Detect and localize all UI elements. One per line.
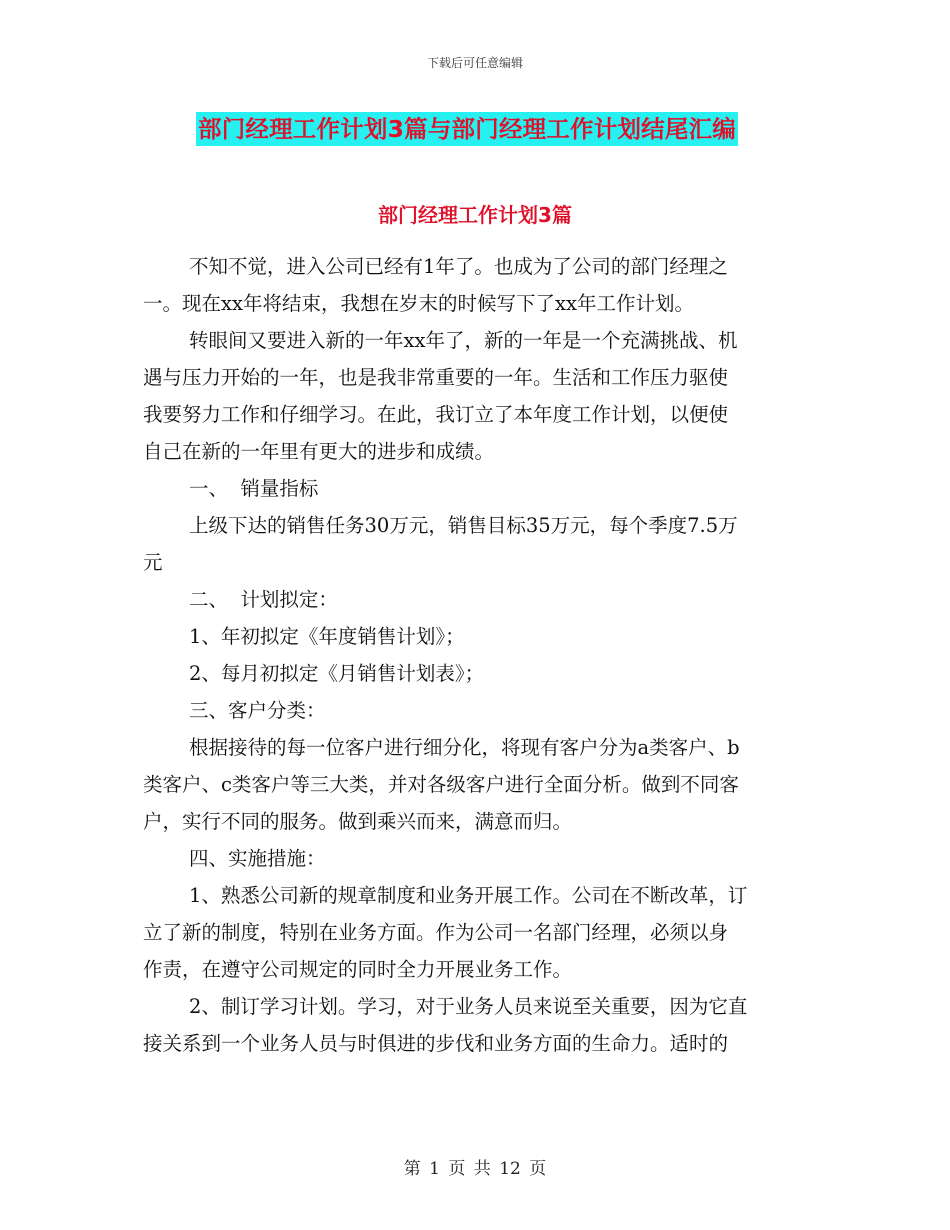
heading-customer-category: 三、客户分类： [189, 699, 326, 722]
heading-plan: 二、 计划拟定： [189, 588, 338, 611]
text-line: 1、熟悉公司新的规章制度和业务开展工作。公司在不断改革，订 [189, 884, 748, 907]
main-title: 部门经理工作计划3篇与部门经理工作计划结尾汇编 [196, 112, 738, 146]
text-line: 自己在新的一年里有更大的进步和成绩。 [143, 440, 495, 463]
text-line: 2、制订学习计划。学习，对于业务人员来说至关重要，因为它直 [189, 995, 748, 1018]
list-item: 2、每月初拟定《月销售计划表》； [189, 662, 485, 685]
heading-measures: 四、实施措施： [189, 847, 326, 870]
text-line: 不知不觉，进入公司已经有1年了。也成为了公司的部门经理之 [189, 255, 728, 278]
text-line: 接关系到一个业务人员与时俱进的步伐和业务方面的生命力。适时的 [143, 1032, 729, 1055]
list-item: 1、年初拟定《年度销售计划》； [189, 625, 465, 648]
text-line: 根据接待的每一位客户进行细分化，将现有客户分为a类客户、b [189, 736, 740, 759]
text-line: 作责，在遵守公司规定的同时全力开展业务工作。 [143, 958, 573, 981]
text-line: 上级下达的销售任务30万元，销售目标35万元，每个季度7.5万 [189, 514, 738, 537]
header-note: 下载后可任意编辑 [426, 56, 523, 70]
text-line: 遇与压力开始的一年，也是我非常重要的一年。生活和工作压力驱使 [143, 366, 729, 389]
text-line: 类客户、c类客户等三大类，并对各级客户进行全面分析。做到不同客 [143, 773, 739, 796]
text-line: 户，实行不同的服务。做到乘兴而来，满意而归。 [143, 810, 573, 833]
heading-sales-target: 一、 销量指标 [189, 477, 319, 500]
body-text [143, 248, 813, 1062]
text-line: 转眼间又要进入新的一年xx年了，新的一年是一个充满挑战、机 [189, 329, 738, 352]
text-line: 立了新的制度，特别在业务方面。作为公司一名部门经理，必须以身 [143, 921, 729, 944]
page-footer: 第 1 页 共 12 页 [403, 1159, 547, 1179]
text-line: 我要努力工作和仔细学习。在此，我订立了本年度工作计划，以便使 [143, 403, 729, 426]
section-title: 部门经理工作计划3篇 [378, 203, 572, 227]
text-line: 一。现在xx年将结束，我想在岁末的时候写下了xx年工作计划。 [143, 292, 694, 315]
text-line: 元 [143, 551, 163, 574]
